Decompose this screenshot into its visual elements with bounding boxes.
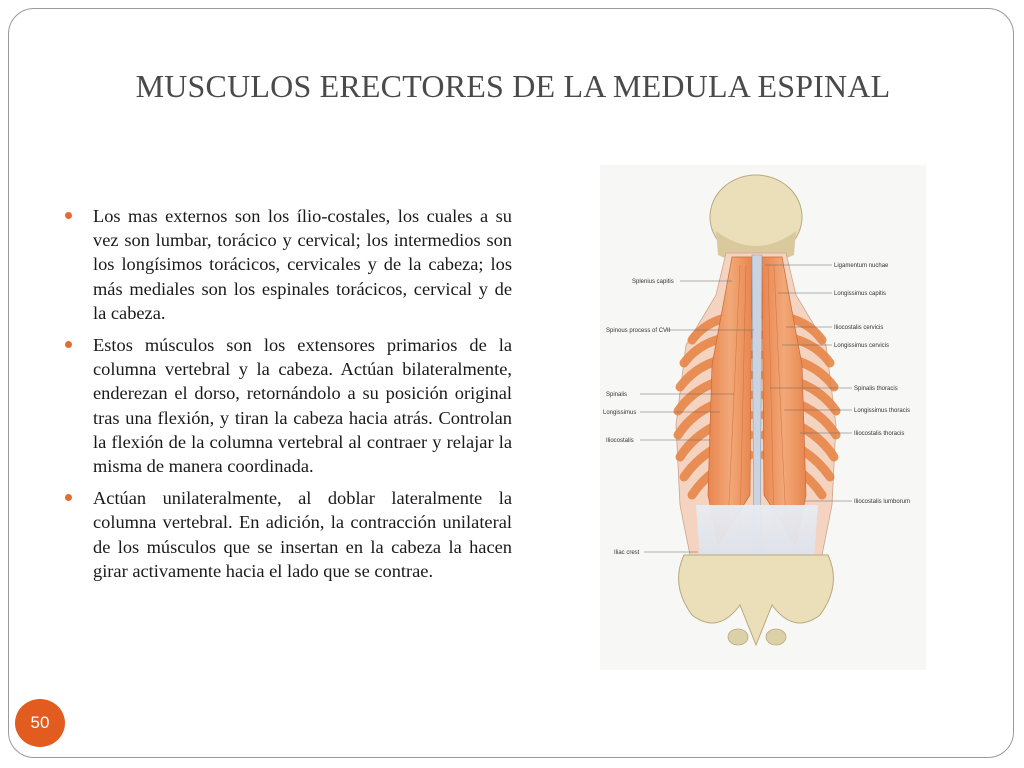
bullet-item bbox=[62, 204, 512, 325]
label-iliocostalis: Iliocostalis bbox=[606, 438, 634, 444]
label-splenius-capitis: Splenius capitis bbox=[632, 279, 674, 285]
page-number-badge: 50 bbox=[15, 699, 65, 747]
label-iliocostalis-cervicis: Iliocostalis cervicis bbox=[834, 325, 884, 331]
label-iliocostalis-lumborum: Iliocostalis lumborum bbox=[854, 499, 911, 505]
label-longissimus-thoracis: Longissimus thoracis bbox=[854, 408, 911, 414]
bullet-dot-icon bbox=[65, 494, 72, 501]
label-iliac-crest: Iliac crest bbox=[614, 550, 640, 556]
bullet-dot-icon bbox=[65, 212, 72, 219]
bullet-text: Estos músculos son los extensores primarios de la columna vertebral y la cabeza. Actúan bilateralmente, enderezan el dorso, retornándolo a su posición original tras una flexión, y tiran la cabeza hacia atrás. Controlan la flexión de la columna vertebral al contraer y relajar la misma de manera coordinada. bbox=[93, 335, 512, 477]
slide-title: MUSCULOS ERECTORES DE LA MEDULA ESPINAL bbox=[135, 68, 891, 104]
label-longissimus-cervicis: Longissimus cervicis bbox=[834, 343, 890, 349]
anatomy-illustration bbox=[600, 165, 926, 670]
label-spinalis: Spinalis bbox=[606, 392, 628, 398]
bullet-item bbox=[62, 486, 512, 583]
bullet-text: Los mas externos son los ílio-costales, los cuales a su vez son lumbar, torácico y cervical; los intermedios son los longísimos torácicos, cervicales y de la cabeza; los más mediales son los espinales torácicos, cervical y de la cabeza. bbox=[93, 206, 512, 323]
label-longissimus: Longissimus bbox=[603, 410, 637, 416]
bullet-item bbox=[62, 333, 512, 478]
label-iliocostalis-thoracis: Iliocostalis thoracis bbox=[854, 431, 905, 437]
bullet-list bbox=[62, 204, 512, 583]
label-ligamentum-nuchae: Ligamentum nuchae bbox=[834, 263, 889, 269]
label-spinalis-thoracis: Spinalis thoracis bbox=[854, 386, 898, 392]
label-spinous-process: Spinous process of CVII bbox=[606, 328, 671, 334]
erector-spinae-diagram bbox=[600, 165, 926, 670]
slide-content bbox=[62, 204, 512, 591]
bullet-text: Actúan unilateralmente, al doblar lateralmente la columna vertebral. En adición, la contracción unilateral de los músculos que se insertan en la cabeza la hacen girar activamente hacia el lado que se contrae. bbox=[93, 488, 512, 581]
bullet-dot-icon bbox=[65, 341, 72, 348]
label-longissimus-capitis: Longissimus capitis bbox=[834, 291, 887, 297]
